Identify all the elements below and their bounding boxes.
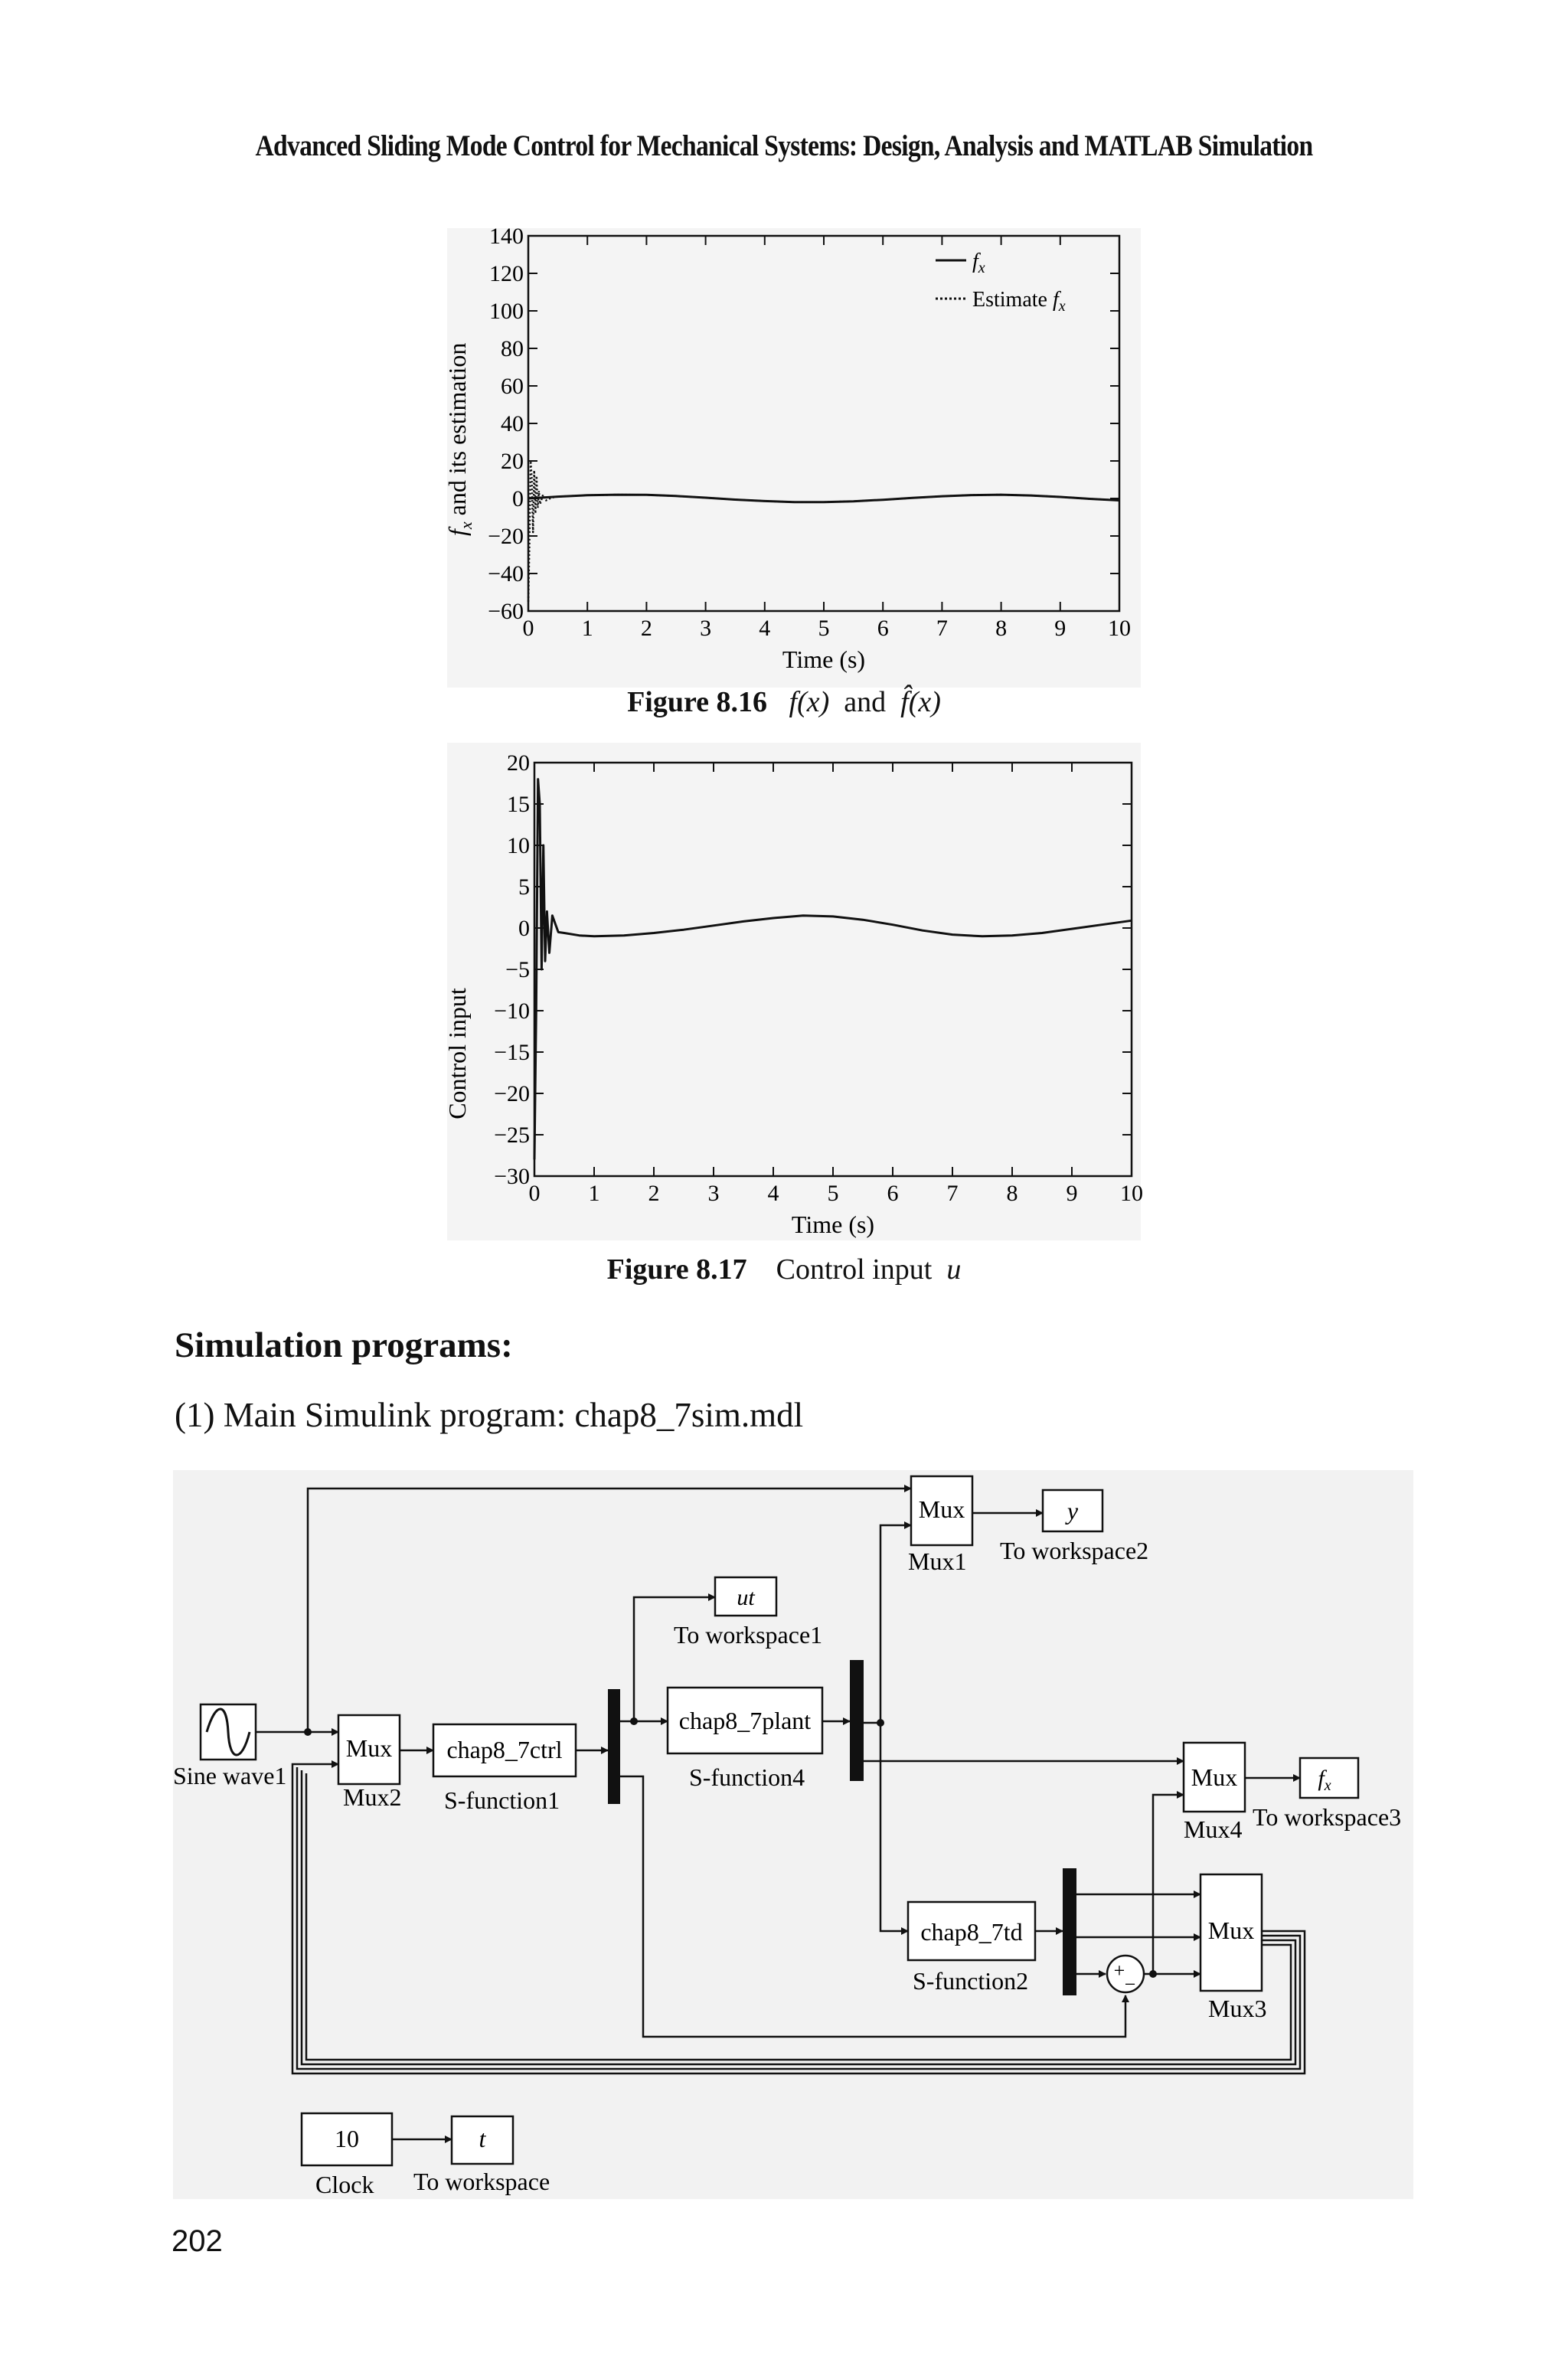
y-tick-label: −25 xyxy=(494,1123,530,1148)
caption-var: u xyxy=(946,1253,962,1286)
ctrl-sfunction-text: chap8_7ctrl xyxy=(446,1736,563,1763)
y-tick-label: −30 xyxy=(494,1164,530,1189)
mux2-label: Mux2 xyxy=(343,1783,402,1811)
clock-label: Clock xyxy=(315,2171,374,2198)
x-tick-label: 4 xyxy=(767,1181,779,1206)
demux-bar-3 xyxy=(1063,1868,1076,1995)
y-tick-label: 20 xyxy=(507,750,530,776)
sum-plus-sign: + xyxy=(1113,1959,1125,1982)
section-heading: Simulation programs: xyxy=(175,1325,513,1365)
y-tick-label: −5 xyxy=(505,957,530,982)
x-tick-label: 1 xyxy=(581,616,593,641)
x-tick-label: 10 xyxy=(1120,1181,1143,1206)
x-tick-label: 9 xyxy=(1054,616,1067,641)
y-tick-label: −20 xyxy=(488,524,524,549)
caption-label: Figure 8.17 xyxy=(606,1253,747,1286)
caption-math-1: f(x) xyxy=(789,686,830,718)
figure-8-17-background xyxy=(447,743,1141,1240)
caption-math-2: f̂(x) xyxy=(900,686,941,718)
y-tick-label: 40 xyxy=(501,411,524,436)
y-workspace-label: To workspace2 xyxy=(1000,1537,1149,1564)
y-tick-label: 0 xyxy=(518,916,530,941)
caption-text: Control input xyxy=(776,1253,933,1286)
x-tick-label: 5 xyxy=(827,1181,839,1206)
y-tick-label: −20 xyxy=(494,1081,530,1106)
fx-workspace-label: To workspace3 xyxy=(1253,1803,1402,1831)
y-tick-label: 10 xyxy=(507,833,530,858)
td-sfunction-label: S-function2 xyxy=(913,1967,1029,1995)
mux4-text: Mux xyxy=(1191,1763,1238,1791)
x-tick-label: 10 xyxy=(1108,616,1131,641)
y-tick-label: 5 xyxy=(518,874,530,900)
x-tick-label: 0 xyxy=(522,616,534,641)
y-tick-label: 15 xyxy=(507,792,530,817)
y-tick-label: −40 xyxy=(488,561,524,587)
mux3-text: Mux xyxy=(1207,1917,1255,1944)
mux3-label: Mux3 xyxy=(1208,1995,1267,2022)
y-axis-label: Control input xyxy=(443,988,471,1119)
running-header: Advanced Sliding Mode Control for Mechanical Systems: Design, Analysis and MATLAB Simulation xyxy=(255,129,1313,162)
program-line: (1) Main Simulink program: chap8_7sim.mdl xyxy=(175,1396,804,1434)
y-workspace-text: y xyxy=(1067,1497,1079,1524)
x-tick-label: 0 xyxy=(528,1181,541,1206)
y-tick-label: 20 xyxy=(501,449,524,474)
x-tick-label: 2 xyxy=(640,616,652,641)
caption-label: Figure 8.16 xyxy=(627,686,768,718)
mux2-text: Mux xyxy=(345,1734,393,1762)
mux4-label: Mux4 xyxy=(1184,1815,1243,1843)
y-axis-label: $f_x$ and its estimation xyxy=(443,342,475,536)
x-tick-label: 3 xyxy=(707,1181,720,1206)
x-axis-label: Time (s) xyxy=(791,1211,875,1238)
td-sfunction-text: chap8_7td xyxy=(920,1918,1023,1946)
sum-minus-sign: − xyxy=(1124,1973,1136,1995)
demux-bar-1 xyxy=(608,1689,620,1804)
x-tick-label: 7 xyxy=(946,1181,959,1206)
y-tick-label: −60 xyxy=(488,599,524,624)
plant-sfunction-text: chap8_7plant xyxy=(678,1707,812,1734)
t-workspace-text: t xyxy=(479,2125,486,2152)
x-tick-label: 3 xyxy=(700,616,712,641)
mux1-label: Mux1 xyxy=(908,1547,967,1575)
figure-8-16-caption xyxy=(0,685,1568,719)
x-tick-label: 7 xyxy=(936,616,948,641)
x-tick-label: 5 xyxy=(818,616,830,641)
figure-8-17-chart xyxy=(0,743,1568,1279)
mux1-text: Mux xyxy=(918,1495,965,1523)
x-tick-label: 8 xyxy=(995,616,1008,641)
y-tick-label: 140 xyxy=(489,224,524,249)
clock-text: 10 xyxy=(335,2125,359,2152)
y-tick-label: 80 xyxy=(501,336,524,361)
x-tick-label: 9 xyxy=(1066,1181,1078,1206)
y-tick-label: −10 xyxy=(494,998,530,1024)
plant-sfunction-label: S-function4 xyxy=(689,1763,805,1791)
page-number: 202 xyxy=(172,2224,223,2258)
y-tick-label: −15 xyxy=(494,1040,530,1065)
x-tick-label: 4 xyxy=(759,616,771,641)
y-tick-label: 60 xyxy=(501,374,524,399)
legend-label-estimate: Estimate $f_x$ xyxy=(972,288,1066,315)
ctrl-sfunction-label: S-function1 xyxy=(444,1786,560,1814)
t-workspace-label: To workspace xyxy=(413,2168,550,2195)
ut-workspace-text: ut xyxy=(737,1585,755,1610)
mux-bar-2 xyxy=(850,1660,864,1781)
x-axis-label: Time (s) xyxy=(782,645,866,673)
x-tick-label: 8 xyxy=(1006,1181,1018,1206)
y-tick-label: 120 xyxy=(489,261,524,286)
fx-workspace-text: $f_x$ xyxy=(1318,1766,1331,1794)
sine-wave-label: Sine wave1 xyxy=(173,1762,287,1789)
caption-and: and xyxy=(844,686,887,718)
y-tick-label: 0 xyxy=(512,486,524,511)
legend-label-fx: $f_x$ xyxy=(972,250,985,276)
x-tick-label: 2 xyxy=(648,1181,660,1206)
y-tick-label: 100 xyxy=(489,299,524,324)
x-tick-label: 6 xyxy=(887,1181,899,1206)
x-tick-label: 6 xyxy=(877,616,889,641)
figure-8-17-caption xyxy=(0,1253,1568,1286)
x-tick-label: 1 xyxy=(588,1181,600,1206)
ut-workspace-label: To workspace1 xyxy=(674,1621,823,1649)
simulink-diagram xyxy=(0,1455,1568,2221)
